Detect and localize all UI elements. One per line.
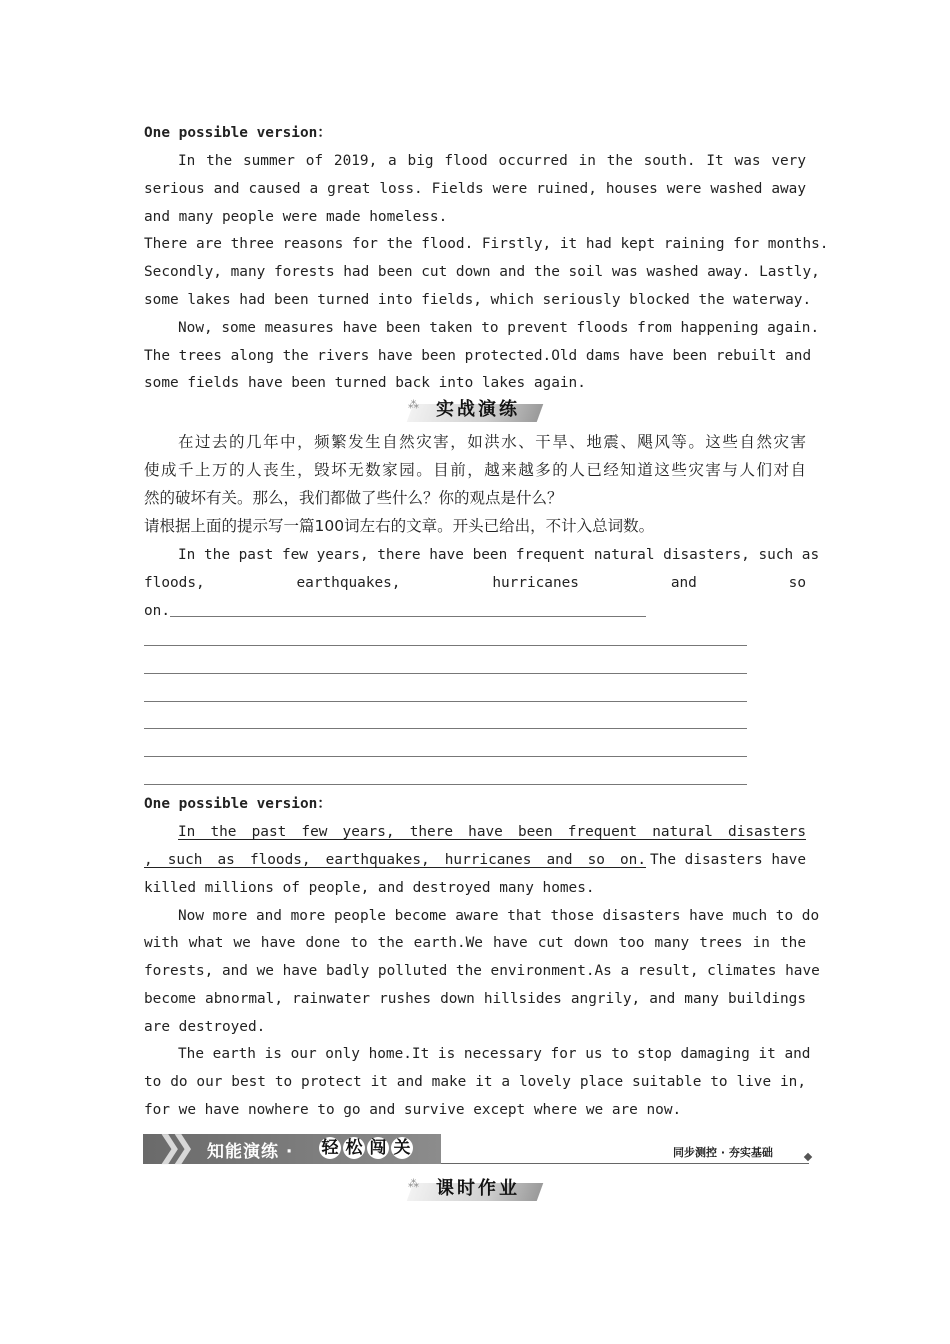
section-title: 实战演练 <box>436 399 520 420</box>
writing-blank-line[interactable] <box>144 756 747 757</box>
answer1-line: some fields have been turned back into lakes again. <box>144 375 586 391</box>
answer1-line: Secondly, many forests had been cut down and the soil was washed away. Lastly, <box>144 264 820 280</box>
answer2-heading: One possible version： <box>144 796 332 812</box>
bar-char: 关 <box>391 1137 413 1159</box>
bar-dot: · <box>285 1142 294 1162</box>
answer2-line: become abnormal, rainwater rushes down hillsides angrily, and many buildings <box>144 991 806 1007</box>
section-banner-homework <box>410 1177 540 1203</box>
answer2-line <box>144 849 806 871</box>
answer2-line: for we have nowhere to go and survive except where we are now. <box>144 1102 682 1118</box>
banner-deco-icon: ⁂ <box>408 398 419 411</box>
chevron-right-icon: ❯❯ <box>157 1130 184 1165</box>
answer2-line: are destroyed. <box>144 1019 266 1035</box>
writing-blank-line[interactable] <box>144 784 747 785</box>
bar-title-text: 知能演练 <box>207 1142 279 1162</box>
answer2-line: with what we have done to the earth.We have cut down too many trees in the <box>144 935 806 951</box>
answer1-line: some lakes had been turned into fields, which seriously blocked the waterway. <box>144 292 812 308</box>
bar-subtitle <box>319 1137 415 1159</box>
answer2-line: The earth is our only home.It is necessary for us to stop damaging it and <box>178 1046 811 1062</box>
writing-blank-line[interactable] <box>144 673 747 674</box>
section-title: 课时作业 <box>436 1178 520 1199</box>
prompt-en-line: on. <box>144 603 170 619</box>
bar-char: 松 <box>343 1137 365 1159</box>
prompt-en-line: floods, earthquakes, hurricanes and so <box>144 575 806 591</box>
prompt-en-line: In the past few years, there have been frequent natural disasters, such as <box>178 547 820 563</box>
answer1-line: and many people were made homeless. <box>144 209 448 225</box>
writing-blank-line[interactable] <box>144 728 747 729</box>
answer2-line: forests, and we have badly polluted the environment.As a result, climates have <box>144 963 820 979</box>
section-header-bar <box>143 1130 815 1166</box>
bar-right-label: 同步测控 · 夯实基础 <box>673 1146 773 1159</box>
answer1-line: There are three reasons for the flood. Firstly, it had kept raining for months. <box>144 236 829 252</box>
answer2-line: Now more and more people become aware that those disasters have much to do <box>178 908 820 924</box>
prompt-cn-line: 请根据上面的提示写一篇100词左右的文章。开头已给出，不计入总词数。 <box>144 517 655 535</box>
prompt-cn-line: 在过去的几年中，频繁发生自然灾害，如洪水、干旱、地震、飓风等。这些自然灾害 <box>178 433 806 451</box>
writing-blank-line[interactable] <box>144 645 747 646</box>
prompt-cn-line: 然的破坏有关。那么，我们都做了些什么？你的观点是什么？ <box>144 489 563 507</box>
section-banner-practice <box>410 398 540 424</box>
answer2-line: to do our best to protect it and make it a lovely place suitable to live in, <box>144 1074 806 1090</box>
answer1-line: In the summer of 2019, a big flood occurred in the south. It was very <box>178 153 806 169</box>
bar-title <box>207 1137 293 1162</box>
bar-char: 轻 <box>319 1137 341 1159</box>
bar-char: 闯 <box>367 1137 389 1159</box>
writing-blank-line[interactable] <box>170 616 646 617</box>
answer1-line: The trees along the rivers have been protected.Old dams have been rebuilt and <box>144 348 812 364</box>
answer1-line: serious and caused a great loss. Fields were ruined, houses were washed away <box>144 181 806 197</box>
answer2-underlined-line: In the past few years, there have been frequent natural disasters <box>178 824 806 840</box>
bar-rule <box>441 1163 809 1164</box>
answer1-line: Now, some measures have been taken to prevent floods from happening again. <box>178 320 820 336</box>
answer2-underlined-text: , such as floods, earthquakes, hurricanes and so on. <box>144 852 646 868</box>
diamond-icon <box>804 1153 812 1161</box>
answer2-text: The disasters have <box>650 852 806 868</box>
writing-blank-line[interactable] <box>144 701 747 702</box>
answer2-line: killed millions of people, and destroyed many homes. <box>144 880 595 896</box>
answer1-heading: One possible version： <box>144 125 332 141</box>
banner-deco-icon: ⁂ <box>408 1177 419 1190</box>
prompt-cn-line: 使成千上万的人丧生，毁坏无数家园。目前，越来越多的人已经知道这些灾害与人们对自 <box>144 461 806 479</box>
